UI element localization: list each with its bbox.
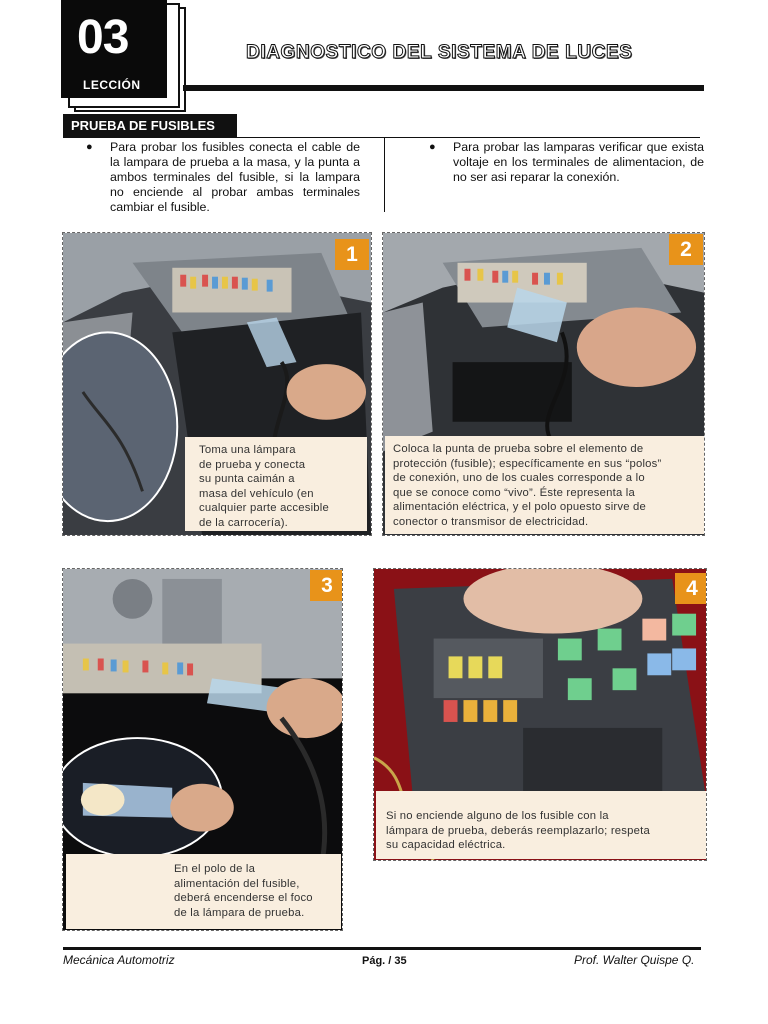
lesson-number: 03 <box>77 11 129 64</box>
step-caption <box>185 437 367 531</box>
caption-line: deberá encenderse el foco <box>174 892 313 905</box>
footer-page-number: Pág. / 35 <box>362 955 407 967</box>
bullet-text: Para probar las lamparas verificar que exista voltaje en los terminales de alimentacion, de no ser asi reparar la conexión. <box>453 140 704 184</box>
caption-line: protección (fusible); específicamente en sus “polos” <box>393 457 662 470</box>
caption-line: alimentación del fusible, <box>174 877 300 890</box>
bullet-lamp-test <box>429 140 704 185</box>
caption-line: su capacidad eléctrica. <box>386 839 506 852</box>
caption-line: de prueba y conecta <box>199 458 306 471</box>
caption-line: de conexión, uno de los cuales corresponde a lo <box>393 472 645 485</box>
footer-course: Mecánica Automotriz <box>63 953 175 967</box>
photo-panel-1 <box>62 232 372 536</box>
title-underline <box>183 85 704 91</box>
caption-line: conector o transmisor de electricidad. <box>393 515 589 528</box>
step-caption <box>66 854 341 929</box>
section-rule <box>63 137 700 138</box>
photo-panel-4 <box>373 568 707 861</box>
step-number-badge: 4 <box>675 573 707 604</box>
caption-line: masa del vehículo (en <box>199 487 314 500</box>
caption-line: alimentación eléctrica, y el polo opuesto sirve de <box>393 501 647 514</box>
step-number-badge: 3 <box>310 570 343 601</box>
step-caption <box>385 436 704 534</box>
caption-line: Toma una lámpara <box>199 444 296 456</box>
caption-line: que se conoce como “vivo”. Éste representa la <box>393 486 635 499</box>
bullet-dot: ● <box>429 141 436 153</box>
step-caption <box>376 791 706 859</box>
photo-panel-3 <box>62 568 343 931</box>
step-number-badge: 1 <box>335 239 369 270</box>
bullet-dot: ● <box>86 141 93 153</box>
column-divider <box>384 138 385 212</box>
caption-line: de la carrocería). <box>199 516 288 529</box>
caption-line: cualquier parte accesible <box>199 502 329 515</box>
step-number-badge: 2 <box>669 234 703 265</box>
lesson-label: LECCIÓN <box>83 78 141 92</box>
page-title: DIAGNOSTICO DEL SISTEMA DE LUCES <box>246 42 633 63</box>
section-label: PRUEBA DE FUSIBLES <box>63 114 237 138</box>
caption-line: Si no enciende alguno de los fusible con la <box>386 810 609 822</box>
bullet-fuse-test <box>86 140 360 215</box>
footer-author: Prof. Walter Quispe Q. <box>574 953 695 967</box>
caption-line: En el polo de la <box>174 863 256 875</box>
caption-line: lámpara de prueba, deberás reemplazarlo; respeta <box>386 824 650 837</box>
caption-line: Coloca la punta de prueba sobre el elemento de <box>393 443 644 455</box>
bullet-text: Para probar los fusibles conecta el cable de la lampara de prueba a la masa, y la punta a ambos terminales del fusible, si la lampara no enciende al probar ambas terminales cambiar el fusible. <box>110 140 360 214</box>
lesson-badge <box>61 0 167 98</box>
caption-line: su punta caimán a <box>199 473 295 486</box>
footer-rule <box>63 947 701 950</box>
photo-panel-2 <box>382 232 705 536</box>
caption-line: de la lámpara de prueba. <box>174 906 305 919</box>
